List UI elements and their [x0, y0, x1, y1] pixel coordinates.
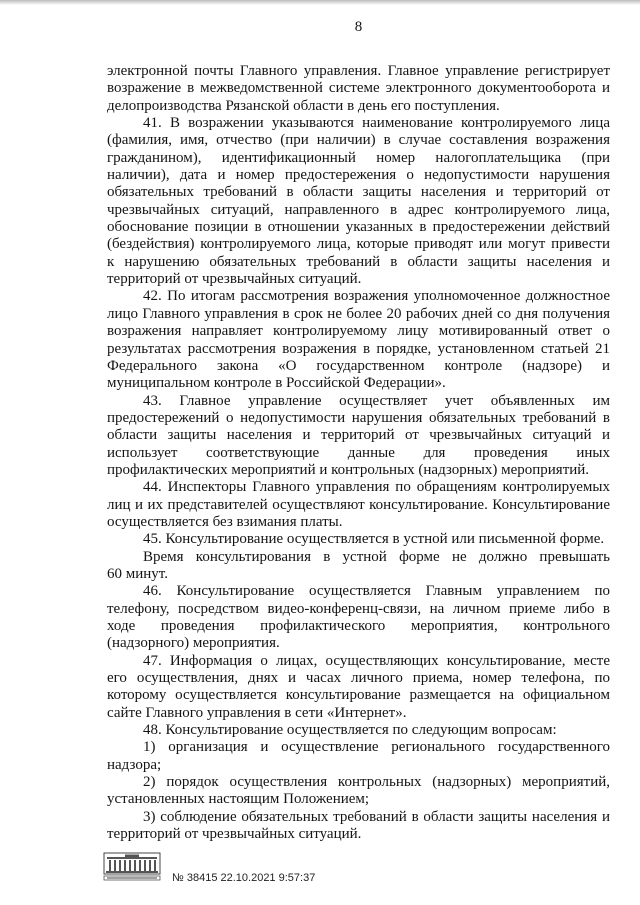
- government-building-stamp-icon: [103, 852, 161, 882]
- paragraph-line: 41. В возражении указываются наименование контролируемого лица: [143, 115, 610, 132]
- paragraph-47: [107, 653, 610, 722]
- paragraph-line: его осуществления, днях и часах личного приема, номер телефона, по: [107, 670, 610, 687]
- paragraph-line: чрезвычайных ситуаций, направленного в адрес контролируемого лица,: [107, 201, 610, 218]
- paragraph-line: осуществляется без взимания платы.: [107, 513, 343, 530]
- paragraph-line: использует соответствующие данные для проведения иных: [107, 444, 610, 461]
- paragraph-48: [107, 722, 610, 739]
- paragraph-line: 45. Консультирование осуществляется в устной или письменной форме.: [143, 531, 605, 548]
- paragraph-line: наличии), дата и номер предостережения о недопустимости нарушения: [107, 167, 610, 184]
- paragraph-line: лицо Главного управления в срок не более 20 рабочих дней со дня получения: [107, 305, 610, 322]
- scan-edge: [0, 0, 640, 5]
- paragraph-46: [107, 583, 610, 652]
- paragraph-line: 48. Консультирование осуществляется по следующим вопросам:: [143, 722, 557, 739]
- paragraph-line: возражения направляет контролируемому лицу мотивированный ответ о: [107, 323, 610, 340]
- paragraph-line: 44. Инспекторы Главного управления по обращениям контролируемых: [143, 479, 610, 496]
- paragraph-line: электронной почты Главного управления. Главное управление регистрирует: [107, 63, 610, 79]
- paragraph-45: [107, 531, 610, 548]
- page-number: 8: [354, 19, 363, 35]
- paragraph-line: возражение в межведомственной системе электронного документооборота и: [107, 80, 610, 97]
- paragraph-line: которому осуществляется консультирование размещается на официальном: [107, 687, 610, 704]
- paragraph-line: 47. Информация о лицах, осуществляющих консультирование, месте: [143, 652, 610, 669]
- paragraph-44: [107, 479, 610, 531]
- document-body: [107, 63, 610, 843]
- paragraph-line: установленных настоящим Положением;: [107, 791, 370, 808]
- paragraph-line: Федерального закона «О государственном контроле (надзоре) и: [107, 357, 610, 374]
- paragraph-line: 3) соблюдение обязательных требований в области защиты населения и: [143, 808, 610, 825]
- list-item-2: [107, 774, 610, 809]
- paragraph-line: профилактических мероприятий и контрольных (надзорных) мероприятий.: [107, 461, 590, 478]
- paragraph-line: 42. По итогам рассмотрения возражения уполномоченное должностное: [143, 288, 610, 305]
- paragraph-line: области защиты населения и территорий от чрезвычайных ситуаций и: [107, 427, 610, 444]
- paragraph-line: (надзорного) мероприятия.: [107, 635, 280, 652]
- paragraph-line: территорий от чрезвычайных ситуаций.: [107, 826, 362, 843]
- paragraph-line: Время консультирования в устной форме не должно превышать: [143, 548, 610, 565]
- paragraph-line: результатах рассмотрения возражения в порядке, установленном статьей 21: [107, 340, 610, 357]
- registration-number: № 38415 22.10.2021 9:57:37: [172, 872, 316, 884]
- paragraph-line: надзора;: [107, 756, 162, 773]
- list-item-3: [107, 809, 610, 844]
- paragraph-line: ходе проведения профилактического мероприятия, контрольного: [107, 618, 610, 634]
- paragraph-line: обоснование позиции в отношении указанных в предостережении действий: [107, 219, 610, 236]
- paragraph-line: 1) организация и осуществление регионального государственного: [143, 739, 610, 756]
- paragraph-line: 46. Консультирование осуществляется Главным управлением по: [143, 583, 610, 600]
- paragraph-line: обязательных требований в области защиты населения и территорий от: [107, 184, 610, 201]
- paragraph-line: делопроизводства Рязанской области в день его поступления.: [107, 97, 500, 114]
- paragraph-line: 2) порядок осуществления контрольных (надзорных) мероприятий,: [143, 774, 610, 791]
- paragraph-continuation: [107, 63, 610, 115]
- paragraph-line: телефону, посредством видео-конференц-связи, на личном приеме либо в: [107, 600, 610, 617]
- paragraph-43: [107, 393, 610, 480]
- paragraph-line: (фамилия, имя, отчество (при наличии) в случае составления возражения: [107, 132, 610, 149]
- paragraph-line: 43. Главное управление осуществляет учет объявленных им: [143, 392, 610, 409]
- paragraph-line: 60 минут.: [107, 565, 168, 582]
- paragraph-line: сайте Главного управления в сети «Интернет».: [107, 704, 407, 721]
- paragraph-line: муниципальном контроле в Российской Федерации».: [107, 375, 446, 392]
- paragraph-line: к нарушению обязательных требований в области защиты населения и: [107, 253, 610, 270]
- paragraph-line: территорий от чрезвычайных ситуаций.: [107, 271, 362, 288]
- list-item-1: [107, 739, 610, 774]
- paragraph-42: [107, 288, 610, 392]
- paragraph-45-duration: [107, 549, 610, 584]
- paragraph-line: (бездействия) контролируемого лица, которые приводят или могут привести: [107, 236, 610, 253]
- paragraph-line: гражданином), идентификационный номер налогоплательщика (при: [107, 149, 610, 166]
- paragraph-41: [107, 115, 610, 288]
- paragraph-line: лиц и их представителей осуществляют консультирование. Консультирование: [107, 496, 610, 513]
- paragraph-line: предостережений о недопустимости нарушения обязательных требований в: [107, 409, 610, 426]
